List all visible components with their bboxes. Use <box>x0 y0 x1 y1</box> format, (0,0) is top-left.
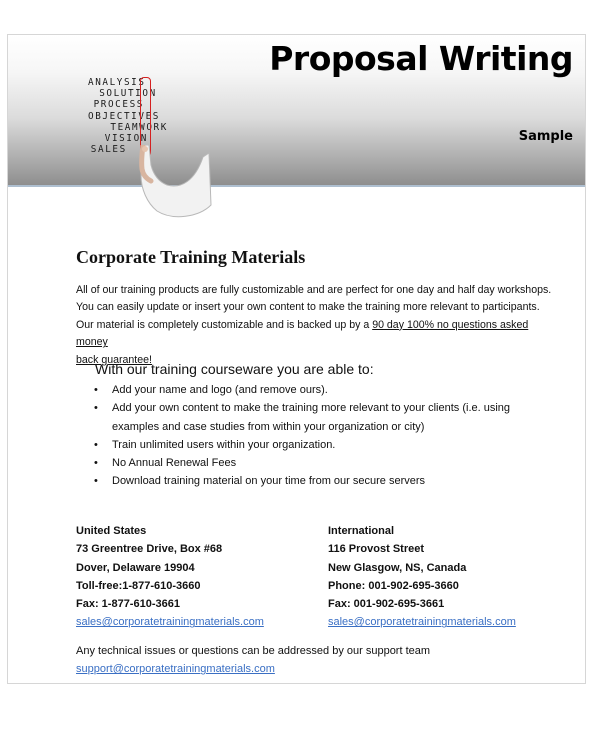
intro-line: You can easily update or insert your own content to make the training more relevant to participants. <box>76 301 540 314</box>
intro-line <box>76 317 556 352</box>
hero-word: TEAMWORK <box>110 121 168 133</box>
intro-paragraph <box>76 282 556 369</box>
hand-arm-icon <box>133 145 213 225</box>
hero-illustration <box>88 77 218 217</box>
hero-word-list <box>88 77 168 155</box>
hero-word: SOLUTION <box>99 88 157 100</box>
intl-label: International <box>328 525 395 537</box>
guarantee-text: 90 day 100% no questions asked money <box>76 318 529 349</box>
bullet-icon: • <box>94 402 98 415</box>
us-phone: Toll-free:1-877-610-3660 <box>76 579 201 592</box>
intro-line-prefix: Our material is completely customizable and is backed up by a <box>76 318 373 331</box>
intl-phone: Phone: 001-902-695-3660 <box>328 579 459 592</box>
us-address-block <box>76 522 264 632</box>
intl-fax: Fax: 001-902-695-3661 <box>328 598 445 611</box>
list-item-text: Download training material on your time from our secure servers <box>112 475 426 488</box>
list-item-text: Train unlimited users within your organization. <box>112 438 336 451</box>
hero-word: OBJECTIVES <box>88 110 160 122</box>
list-item <box>94 381 554 399</box>
bullet-icon: • <box>94 457 98 470</box>
intl-street: 116 Provost Street <box>328 543 424 556</box>
document-title: Proposal Writing <box>269 39 573 78</box>
list-item <box>94 399 554 436</box>
us-city: Dover, Delaware 19904 <box>76 561 195 574</box>
bullet-icon: • <box>94 384 98 396</box>
international-address-block <box>328 522 516 632</box>
hero-word: PROCESS <box>93 99 144 111</box>
hero-word: ANALYSIS <box>88 77 146 88</box>
list-item <box>94 436 554 454</box>
list-item-text: Add your own content to make the training more relevant to your clients (i.e. using examples and case studies from within your organization or city) <box>112 402 511 433</box>
document-page <box>7 34 586 684</box>
hero-word: SALES <box>90 144 127 156</box>
us-fax: Fax: 1-877-610-3661 <box>76 598 180 611</box>
intl-email-link[interactable]: sales@corporatetrainingmaterials.com <box>328 616 516 629</box>
support-block <box>76 642 430 679</box>
us-street: 73 Greentree Drive, Box #68 <box>76 543 223 556</box>
document-subtitle: Sample <box>518 129 573 144</box>
bullet-icon: • <box>94 475 98 488</box>
benefits-lead: With our training courseware you are able to: <box>95 361 374 377</box>
benefits-list <box>94 381 554 491</box>
us-email-link[interactable]: sales@corporatetrainingmaterials.com <box>76 616 264 629</box>
support-text: Any technical issues or questions can be addressed by our support team <box>76 645 431 657</box>
list-item-text: No Annual Renewal Fees <box>112 457 237 470</box>
hero-word: VISION <box>104 133 148 145</box>
support-email-link[interactable]: support@corporatetrainingmaterials.com <box>76 663 275 676</box>
bullet-icon: • <box>94 438 98 451</box>
list-item-text: Add your name and logo (and remove ours). <box>112 384 328 396</box>
us-label: United States <box>76 525 147 537</box>
list-item <box>94 454 554 472</box>
guarantee-text-continued: back guarantee! <box>76 353 152 366</box>
intl-city: New Glasgow, NS, Canada <box>328 561 467 574</box>
section-heading: Corporate Training Materials <box>76 247 306 267</box>
list-item <box>94 472 554 490</box>
intro-line: All of our training products are fully customizable and are perfect for one day and half day workshops. <box>76 284 552 296</box>
